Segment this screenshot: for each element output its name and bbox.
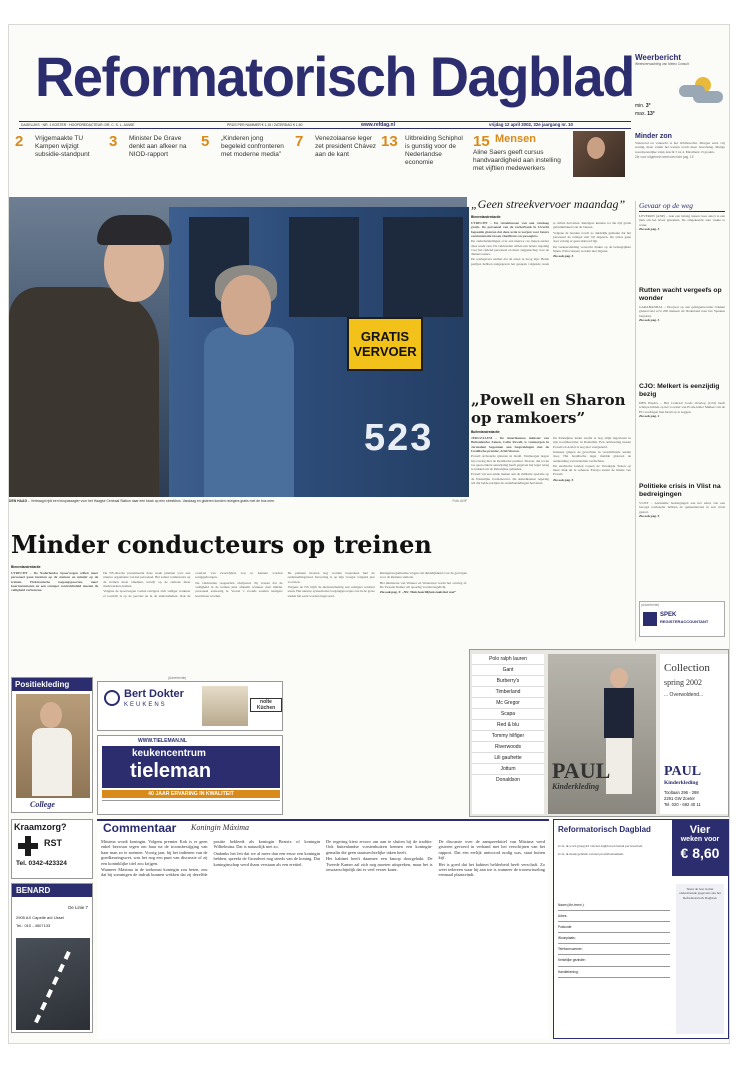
teaser-item[interactable]: 13 Uitbreiding Schiphol is gunstig voor de Nederlandse economie [381,133,463,166]
lead-photo [9,197,467,497]
commentaar-heading: Commentaar [103,821,177,835]
lead-body: UTRECHT – De streekbussen van ook vandaag gratis. De personeel van de recherbank in Utrecht bepaalde gisteren dat deze actie te zorgen voor betere communicatie tussen chauffeurs en passagiers. De onderhandelingen over een nieuwe cao liepen eerder deze week vast. De vakbonden willen een betere regeling voor het rijdend personeel en meer zeggenschap over de dienstroosters. De werkgevers stellen dat de eisen te hoog zijn. Beide partijen hebben aangegeven het gesprek volgende week te willen hervatten. Reizigers kunnen tot die tijd gratis gebruikmaken van de bussen. Volgens de bonden wordt zo duidelijk gemaakt dat het personeel de reiziger niet wil duperen. De acties gaan door zolang er geen akkoord ligt. De verkeersleiding verwacht drukte op de belangrijkste lijnen. Extra bussen worden niet ingezet. Zie ook pag. 3 [471,221,631,266]
ad-benard[interactable]: BENARD De Linie 7 2905 AX Capelle a/d IJssel Tel.: 010 - 4507133 [11,883,93,1033]
teaser-item[interactable]: 5 „Kinderen jong begeleid confronteren met moderne media” [201,133,284,158]
masthead-infobar [19,121,631,129]
minder-zon-body: Vanavond en vannacht is het lichtbewolkt. Morgen eerst vrij zonnig, maar vanuit het westen wordt meer bewolking. Matige noordwestelijke wind, kracht 3 tot 4. Maximaal 13 graden. [635,141,725,154]
photo-caption: DEN HAAG – Vertraagd rijdt een buspassagier voor het Haagse Centraal Station naar een kiosk op een streekbus. Vandaag en gisteren konden reizigers gratis met de bus mee. Foto ANP [9,499,467,503]
lead-headline[interactable]: „Geen streekvervoer maandag” [471,197,626,211]
road-illustration [16,938,90,1030]
powell-article [471,391,631,647]
positiekleding-photo [16,694,90,798]
masthead-title: Reformatorisch Dagblad [35,45,634,108]
coupon-form: Naam (dhr./mevr.): Adres: Postcode: Woonplaats: Telefoonnummer: Kerkelijke gezindte: Handtekening: [558,900,670,1036]
conducteurs-article [11,565,467,675]
cross-icon [18,836,38,856]
ad-kraamzorg[interactable]: Kraamzorg? RST Tel. 0342-423324 [11,819,93,879]
lead-more[interactable]: Zie ook pag. 3 [553,254,574,259]
commentaar-section [97,819,549,1039]
coupon-heading: Reformatorisch Dagblad [554,820,672,840]
powell-headline[interactable]: „Powell en Sharon op ramkoers” [471,391,626,427]
teaser-item[interactable]: 2 Vrijgemaakte TU Kampen wijzigt subsidie-standpunt [15,133,90,158]
lead-kicker: Binnenlandredactie [471,215,501,219]
masthead-subtitle-line: DAGELIJKS · NR. 1 KOSTER · HOOFDREDACTEUR: DR. C. S. L. JANSE [21,123,135,127]
conducteurs-kicker: Binnenlandredactie [11,565,41,569]
sidebar-ad[interactable]: (Advertentie) SPEK REGISTERACCOUNTANT [639,601,725,637]
weather-min: min. 3° [635,103,651,109]
mensen-photo [573,131,625,177]
weather-max: max. 13° [635,111,655,117]
teaser-item[interactable]: 3 Minister De Grave denkt aan afkeer na NIOD-rapport [109,133,187,158]
minder-zon-heading: Minder zon [635,133,672,140]
masthead-website[interactable]: www.refdag.nl [361,122,395,128]
teaser-mensen[interactable]: 15 Mensen Aline Saers geeft cursus handvaardigheid aan instelling met vijftien medewerkers [473,133,627,183]
commentaar-subheading: Koningin Máxima [191,823,249,832]
weather-line: Weersverwachting van Meteo Consult [635,62,689,66]
commentaar-body: Máxima wordt koningin. Volgens premier Kok is er geen enkel bezwaar tegen om haar na de troonsbestijging van haar man zo te noemen. Voorig jaar, bij het indienen van de goedkeuringswet, was het nog een punt van discussie of zij een koninklijke titel zou krijgen. Wanneer Máxima in de toekomst koningin zou heten, zou dat bij sommigen de indruk kunnen wekken dat zij dezelfde positie bekleedt als koningin Beatrix of koningin Wilhelmina. Dat is natuurlijk niet zo. Ondanks het feit dat we al meer dan een eeuw een koningin hebben, spreekt de Grondwet nog steeds van de koning. Dat koninginschap werd thans verstaan als een eretitel. De regering kiest ervoor om aan te sluiten bij de traditie. Ook buitenlandse vorstenhuizen kennen een koningin-gemalin die geen staatsrechtelijke taken heeft. Het kabinet heeft daarmee een knoop doorgehakt. De Tweede Kamer zal zich nog moeten uitspreken, maar het is onwaarschijnlijk dat er veel verzet komt. De discussie over de aanspreektitel van Máxima werd gisteren gevoerd in verband met het verschijnen van het rapport. Dat een eerlijk antwoord nodig was, staat buiten kijf. Het is goed dat het kabinet helderheid heeft verschaft. Zo weet iedereen waar hij aan toe is wanneer de troonwisseling eenmaal plaatsvindt. [101,839,545,878]
minder-zon-footer: Zie voor uitgebreid weeroverzicht pag. 16 [635,154,694,159]
vier-weken-badge: Vier weken voor € 8,60 [672,820,728,876]
sidebar-news-item[interactable]: Rutten wacht vergeefs op wonder GARABANDAL – Hoopvol op een getuigenwonder trokken gisteravond zo'n 200 mensen uit Nederland naar het Spaanse bergdorp. Zie ook pag. 3 [639,287,725,322]
paul-brand-list: Polo ralph lauren Gant Burberry's Timberland Mc Gregor Scapa Red & blu Tommy hilfiger Riverwoods Lili gaufrette Jottum Donaldson [472,654,544,814]
conducteurs-body: UTRECHT – De Nederlandse Spoorwegen willen meer personeel gaan inzetten op de stations en minder op de treinen. Elektronische toegangspoorten, meer kaartautomaten en een strenger controlebeleid moeten de veiligheid verbeteren. De NS-directie presenteerde deze week plannen voor een nieuwe organisatie van het personeel. Het aantal conducteurs op de treinen moet afnemen, terwijl op de stations meer medewerkers komen. Volgens de spoorwegen voelen reizigers zich veiliger wanneer er toezicht is op de perrons en in de stationshallen. Ook de overlast van zwartrijders zou zo kunnen worden teruggedrongen. De vakbonden reageerden afwijzend. Zij vrezen dat de veiligheid in de treinen juist afneemt wanneer daar minder personeel aanwezig is. Vooral 's avonds zouden reizigers kwetsbaar worden. De plannen moeten nog worden besproken met de ondernemingsraad. Invoering is op zijn vroegst volgend jaar voorzien. Volgens de NS blijft de dienstverlening aan reizigers centraal staan. Het nieuwe systeem met toegangspoortjes zou in de grote steden het eerst worden ingevoerd. Reizigersorganisaties vragen om duidelijkheid over de gevolgen voor de kleinere stations. Het ministerie van Verkeer en Waterstaat wacht het overleg af. De Tweede Kamer wil spoedig worden ingelicht. Zie ook pag. 3: „NS: Niets kan blijven zoals het was” [11,571,467,598]
paul-photo: PAUL Kinderkleding [548,654,656,814]
sidebar-news-item[interactable]: CJO: Melkert is eenzijdig bezig DEN HAAG – Het Centraal Joods Overleg (CJO) heeft scherpe kritiek op het voorstel van PvdA-leider Melkert om de EU-verdragen met Israël op te zeggen. Zie ook pag. 2 [639,383,725,418]
woman-figure [204,327,294,497]
weather-title: Weerbericht [635,53,682,62]
powell-kicker: Buitenlandredactie [471,430,500,434]
bert-dokter-logo-icon [104,690,120,706]
conducteurs-more[interactable]: Zie ook pag. 3: „NS: Niets kan blijven zoals het was” [379,590,456,595]
masthead-date: vrijdag 12 april 2002, 32e jaargang nr. 10 [489,122,573,127]
subscription-coupon[interactable]: Reformatorisch Dagblad Vier weken voor € 8,60 O Ja, ik word graag lid van het dagblad en betaal per kwartaal. O Ja, ik maak gebruik van het proefabonnement. Naam (dhr./mevr.): Adres: Postcode: Woonplaats: Telefoonnummer: Kerkelijke gezindte: Handtekening: Stuur de bon in met onderstaande gegevens aan het Reformatorisch Dagblad. [553,819,729,1039]
man-figure [9,287,159,497]
gratis-vervoer-sign: GRATIS VERVOER [347,317,423,371]
ad-tieleman[interactable]: WWW.TIELEMAN.NL keukencentrum tieleman 40 JAAR ERVARING IN KWALITEIT [97,735,283,815]
sidebar-news-item[interactable]: Politieke crisis in Vlist na bedreigingen VLIST – Anonieme bedreigingen aan het adres van een beoogd wethouder hebben de gemeenteraad in een crisis gestort. Zie ook pag. 5 [639,483,725,518]
sidebar-news [635,201,725,641]
masthead-issue-line: PRIJS PER NUMMER € 1,15 / ZATERDAG € 1,60 [227,123,303,127]
powell-body: JERUZALEM – De Amerikaanse minister van Buitenlandse Zaken, Colin Powell, is vanmorgen in Jeruzalem begonnen aan besprekingen met de Israëlische premier, Ariël Sharon. Powell arriveerde gisteren in Israël. Vanmorgen begon hij overleg met de Israëlische premier. Sharon, die tot nu toe geen enkele aanwijzing heeft gegeven het leger terug te trekken uit de Palestijnse gebieden. Powell wil een einde maken aan de militaire operatie op de Westelijke Jordaanoever. De Amerikaanse regering wil dat beide partijen de onderhandelingen hervatten. De Palestijnse leider Arafat is nog altijd ingesloten in zijn hoofdkwartier in Ramallah. Een ontmoeting tussen Powell en Arafat is nog niet vastgesteld. Intussen gingen de gevechten in verschillende steden door. Het Israëlische leger meldde gisteren de aanhouding van tientallen verdachten. De Arabische landen roepen de Verenigde Staten op meer druk uit te oefenen. Europa steunt de missie van Powell. Zie ook pag. 5 [471,436,631,486]
sidebar-news-item[interactable]: Gevaar op de weg LEVERON (ANP) – Aan een belang tussen twee auto's is een man om het leven gekomen. De omgekeerde auto raakte te water. Zie ook pag. 3 [639,201,725,231]
lead-article [471,197,631,387]
newspaper-page [8,24,730,1044]
teaser-row [15,133,627,183]
ad-positiekleding[interactable]: Positiekleding College [11,677,93,813]
tram-number: 523 [364,417,434,459]
conducteurs-headline[interactable]: Minder conducteurs op treinen [11,530,432,559]
ad-bert-dokter[interactable]: (Advertentie) Bert Dokter KEUKENS nolte Küchen [97,681,283,731]
powell-more[interactable]: Zie ook pag. 5 [553,477,574,482]
photo-credit: Foto ANP [452,499,467,503]
bert-dokter-showroom-photo [202,686,248,726]
teaser-item[interactable]: 7 Venezolaanse leger zet president Chávez aan de kant [295,133,377,158]
minder-zon-block [635,133,725,197]
spek-logo [643,612,657,626]
ad-paul-kinderkleding[interactable]: Polo ralph lauren Gant Burberry's Timberland Mc Gregor Scapa Red & blu Tommy hilfiger Riverwoods Lili gaufrette Jottum Donaldson PAUL Kinderkleding Collection spring 2002 ... Overwoldend... PAUL Kinderkleding Tooltaan 296 - 298 2291 GW Zoeter Tel. 020 - 692 40 11 [469,649,729,817]
sun-cloud-icon [679,75,725,111]
weather-block [635,53,725,131]
